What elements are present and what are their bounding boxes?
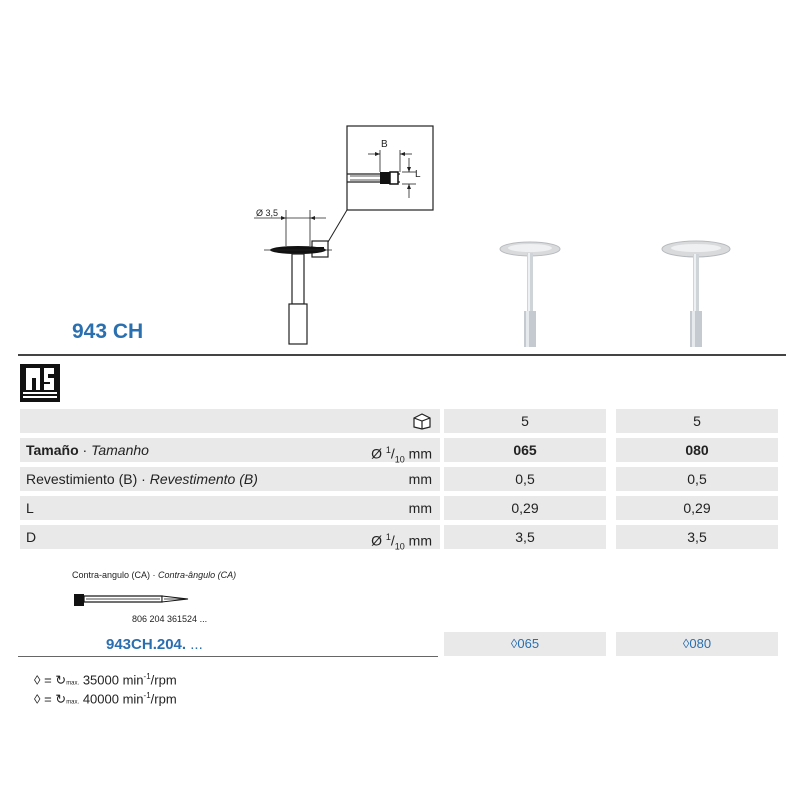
row-coating-unit: mm — [408, 471, 432, 487]
row-size-unit: Ø $^1/_{10}$ mm — [371, 445, 432, 465]
rotation-icon: ↻ — [55, 672, 67, 688]
dim-b-label: B — [381, 139, 388, 150]
row-l-unit: mm — [408, 500, 432, 516]
dim-d-label: Ø 3,5 — [256, 208, 279, 218]
coating-065: 0,5 — [444, 467, 606, 491]
size-080: 080 — [616, 438, 778, 462]
rpm-note-1: ◊ = ↻max. 35000 $\min^{-1}$/rpm — [34, 672, 177, 688]
rotation-icon: ↻ — [55, 691, 67, 707]
package-icon — [412, 412, 432, 430]
bur-technical-drawing — [250, 120, 440, 350]
product-code: 943 CH — [72, 320, 144, 343]
row-coating-label: Revestimiento (B) · Revestimento (B) — [26, 471, 258, 487]
l-080: 0,29 — [616, 496, 778, 520]
package-qty-080: 5 — [616, 409, 778, 433]
d-065: 3,5 — [444, 525, 606, 549]
row-package-bg — [20, 409, 440, 433]
coating-080: 0,5 — [616, 467, 778, 491]
package-qty-065: 5 — [444, 409, 606, 433]
row-size-label: Tamaño · Tamanho — [26, 442, 149, 458]
handpiece-label: Contra-angulo (CA) · Contra-ângulo (CA) — [72, 570, 237, 580]
l-065: 0,29 — [444, 496, 606, 520]
divider — [18, 354, 786, 356]
double-diamond-icon: ◊ — [34, 691, 41, 707]
rpm-note-2: ◊ = ↻max. 40000 $\min^{-1}$/rpm — [34, 691, 177, 707]
row-d-label: D — [26, 529, 37, 545]
order-divider — [18, 656, 438, 657]
single-diamond-icon: ◊ — [34, 672, 41, 688]
bur-photo-080 — [656, 235, 736, 347]
contra-angle-handpiece-icon — [72, 588, 192, 610]
order-code: 943CH.204. ... — [106, 636, 203, 653]
d-080: 3,5 — [616, 525, 778, 549]
row-l-label: L — [26, 500, 34, 516]
order-080[interactable]: ◊080 — [616, 632, 778, 656]
size-065: 065 — [444, 438, 606, 462]
brand-logo-icon — [20, 364, 60, 402]
bur-photo-065 — [490, 235, 570, 347]
order-065[interactable]: ◊065 — [444, 632, 606, 656]
handpiece-ref: 806 204 361524 ... — [132, 614, 208, 624]
dim-l-label: L — [415, 169, 421, 180]
row-d-unit: Ø $^1/_{10}$ mm — [371, 532, 432, 552]
